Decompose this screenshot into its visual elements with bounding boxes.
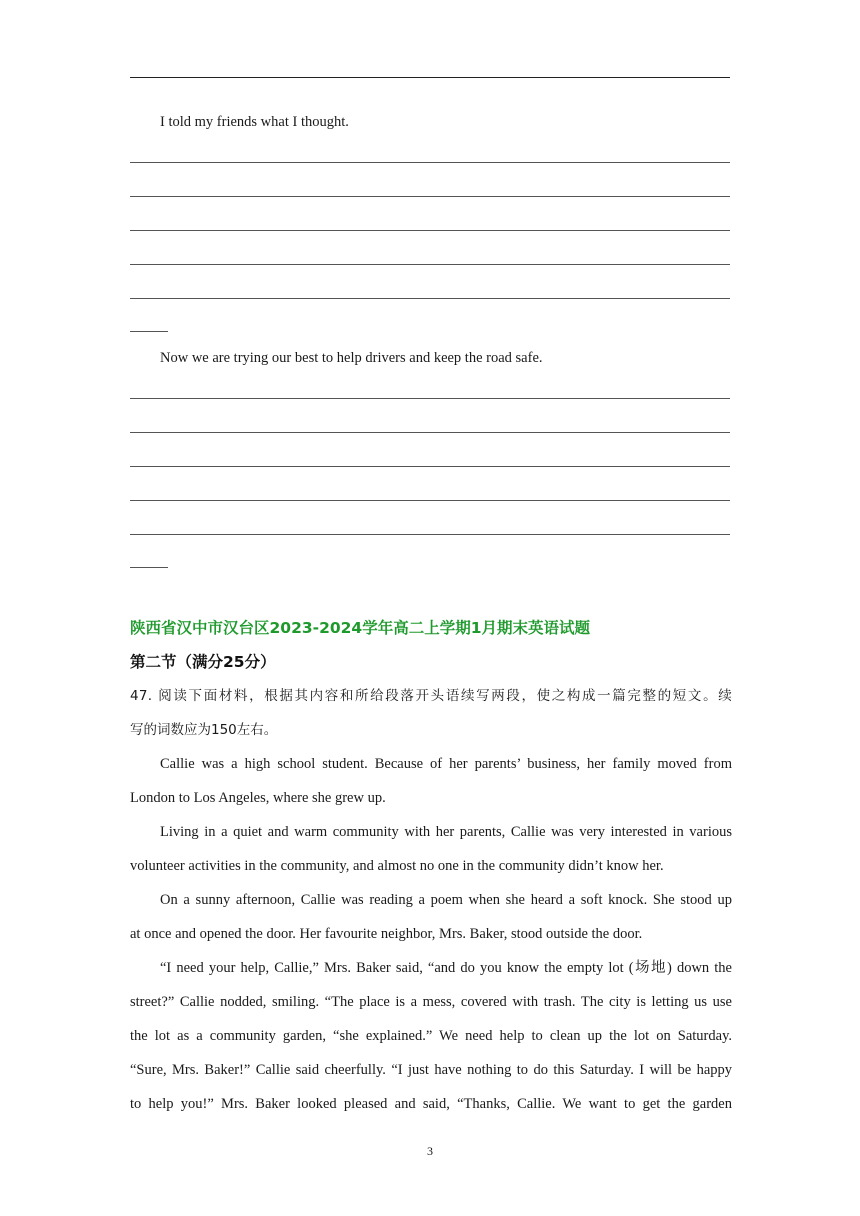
writing-line [130,466,730,467]
paragraph-3-line-2: at once and opened the door. Her favourite neighbor, Mrs. Baker, stood outside the door. [130,926,643,942]
paragraph-3-line-1: On a sunny afternoon, Callie was reading a poem when she heard a soft knock. She stood up [160,892,732,908]
prompt-sentence-1: I told my friends what I thought. [160,114,349,130]
paragraph-4-line-1: “I need your help, Callie,” Mrs. Baker said, “and do you know the empty lot (场地) down the [160,960,732,976]
writing-line-end [130,331,168,332]
paragraph-4-line-3: the lot as a community garden, “she explained.” We need help to clean up the lot on Saturday. [130,1028,732,1044]
question-instruction-line-2: 写的词数应为150左右。 [130,722,278,738]
paragraph-4-line-5: to help you!” Mrs. Baker looked pleased and said, “Thanks, Callie. We want to get the garden [130,1096,732,1112]
paragraph-4-line-4: “Sure, Mrs. Baker!” Callie said cheerfully. “I just have nothing to do this Saturday. I will be happy [130,1062,732,1078]
paragraph-2-line-1: Living in a quiet and warm community with her parents, Callie was very interested in various [160,824,732,840]
writing-line [130,534,730,535]
paragraph-1-line-1: Callie was a high school student. Because of her parents’ business, her family moved from [160,756,732,772]
top-rule [130,77,730,78]
question-instruction-line-1: 47. 阅读下面材料，根据其内容和所给段落开头语续写两段，使之构成一篇完整的短文。续 [130,688,732,704]
writing-line [130,230,730,231]
writing-line [130,432,730,433]
paragraph-4-line-2: street?” Callie nodded, smiling. “The place is a mess, covered with trash. The city is letting us use [130,994,732,1010]
section-title: 第二节（满分25分） [130,653,276,671]
source-title: 陕西省汉中市汉台区2023-2024学年高二上学期1月期末英语试题 [130,619,590,637]
paragraph-1-line-2: London to Los Angeles, where she grew up. [130,790,386,806]
writing-line [130,264,730,265]
paragraph-2-line-2: volunteer activities in the community, and almost no one in the community didn’t know her. [130,858,664,874]
writing-line [130,298,730,299]
writing-line [130,162,730,163]
writing-line [130,500,730,501]
prompt-sentence-2: Now we are trying our best to help drivers and keep the road safe. [160,350,543,366]
writing-line-end [130,567,168,568]
page-number: 3 [427,1144,433,1158]
writing-line [130,196,730,197]
writing-line [130,398,730,399]
